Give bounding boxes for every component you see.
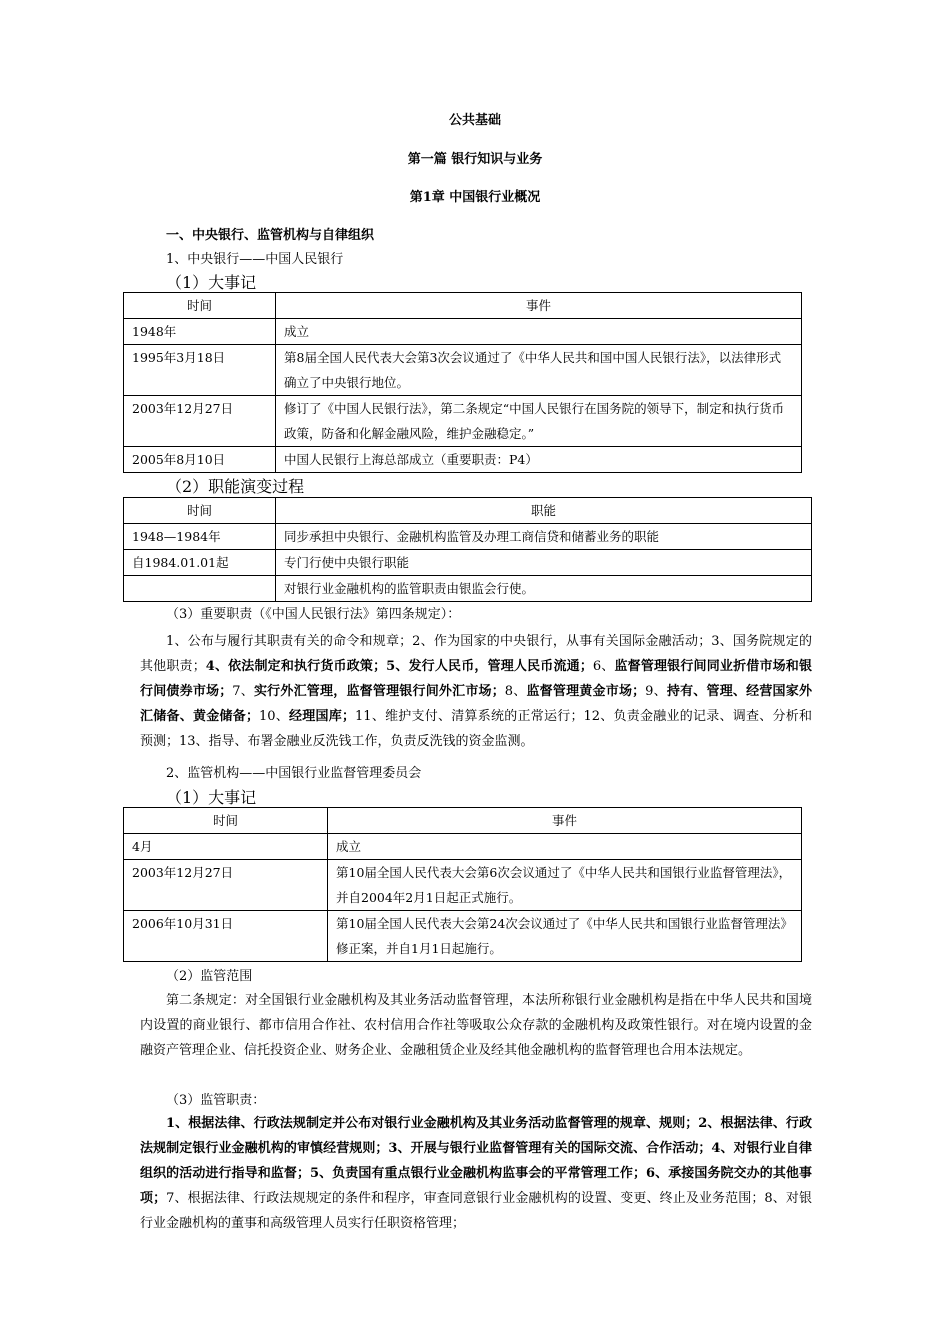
responsibilities-paragraph: [140, 1111, 812, 1236]
cell-time: 2005年8月10日: [124, 447, 276, 473]
cbrc-events-table: [123, 807, 802, 962]
cell-time: 2003年12月27日: [124, 396, 276, 447]
table-row: [124, 576, 812, 602]
table-row: [124, 524, 812, 550]
table-header-event: 事件: [276, 293, 802, 319]
scope-paragraph: [140, 988, 812, 1063]
cell-function: 对银行业金融机构的监管职责由银监会行使。: [276, 576, 812, 602]
table-row: [124, 550, 812, 576]
table-row: [124, 396, 802, 447]
table-header-event: 事件: [328, 808, 802, 834]
pboc-events-table: [123, 292, 802, 473]
resp-text-bold: 1、根据法律、行政法规制定并公布对银行业金融机构及其业务活动监督管理的规章、规则；2、根据法律、行政法规制定银行业金融机构的审慎经营规则；3、开展与银行业监督管理有关的国际交流、合作活动；4、对银行业自律组织的活动进行指导和监督；5、负责国有重点银行业金融机构监事会的平常管理工作；6、承接国务院交办的其他事项；: [140, 1116, 812, 1206]
cell-event: 第10届全国人民代表大会第24次会议通过了《中华人民共和国银行业监督管理法》修正案，并自1月1日起施行。: [328, 911, 802, 962]
duties-heading: （3）重要职责（《中国人民银行法》第四条规定）：: [166, 607, 461, 622]
cell-event: 中国人民银行上海总部成立（重要职责：P4）: [276, 447, 802, 473]
cell-time: 2006年10月31日: [124, 911, 328, 962]
pboc-functions-table: [123, 497, 812, 602]
cell-time: 自1984.01.01起: [124, 550, 276, 576]
duties-text: 8、: [504, 684, 527, 699]
duties-text: 1、公布与履行其职责有关的命令和规章；2、作为国家的中央银行，从事有关国际金融活动；3、国务院规定的其他职责；: [140, 634, 812, 674]
cell-event: 成立: [328, 834, 802, 860]
cell-function: 同步承担中央银行、金融机构监管及办理工商信贷和储蓄业务的职能: [276, 524, 812, 550]
duties-text: 11、维护支付、清算系统的正常运行；12、负责金融业的记录、调查、分析和预测；13、指导、布署金融业反洗钱工作，负责反洗钱的资金监测。: [140, 709, 812, 749]
function-evolution-heading: （2）职能演变过程: [166, 477, 305, 496]
cell-event: 修订了《中国人民银行法》，第二条规定“中国人民银行在国务院的领导下，制定和执行货币政策，防备和化解金融风险，维护金融稳定。”: [276, 396, 802, 447]
duties-text: 7、: [232, 684, 254, 699]
duties-text: 6、: [592, 659, 615, 674]
table-row: [124, 911, 802, 962]
cell-time: 4月: [124, 834, 328, 860]
duties-text-bold: 持有、管理、经营国家外汇储备、黄金储备；: [140, 684, 812, 724]
table-row: [124, 860, 802, 911]
duties-text-bold: 监督管理黄金市场；: [526, 684, 646, 699]
duties-text-bold: 监督管理银行间同业折借市场和银行间债券市场；: [140, 659, 812, 699]
events-heading-2: （1）大事记: [166, 788, 257, 807]
subsection-central-bank: 1、中央银行——中国人民银行: [166, 252, 344, 267]
table-row: [124, 345, 802, 396]
doc-title: 公共基础: [448, 113, 501, 128]
cell-time: 1948年: [124, 319, 276, 345]
table-header-time: 时间: [124, 808, 328, 834]
events-heading-1: （1）大事记: [166, 273, 257, 292]
cell-event: 第10届全国人民代表大会第6次会议通过了《中华人民共和国银行业监督管理法》，并自2004年2月1日起正式施行。: [328, 860, 802, 911]
part-title: 第一篇 银行知识与业务: [407, 152, 543, 167]
table-row: [124, 834, 802, 860]
cell-event: 成立: [276, 319, 802, 345]
subsection-regulator: 2、监管机构——中国银行业监督管理委员会: [166, 766, 422, 781]
duties-text-bold: 经理国库；: [289, 709, 356, 724]
cell-time: 1948—1984年: [124, 524, 276, 550]
resp-text: 7、根据法律、行政法规规定的条件和程序，审查同意银行业金融机构的设置、变更、终止及业务范围；8、对银行业金融机构的董事和高级管理人员实行任职资格管理；: [140, 1191, 812, 1231]
duties-text: 9、: [645, 684, 667, 699]
responsibilities-heading: （3）监管职责：: [166, 1093, 266, 1108]
cell-time: 1995年3月18日: [124, 345, 276, 396]
table-header-function: 职能: [276, 498, 812, 524]
scope-text: 第二条规定：对全国银行业金融机构及其业务活动监督管理，本法所称银行业金融机构是指在中华人民共和国境内设置的商业银行、都市信用合作社、农村信用合作社等吸取公众存款的金融机构及政策性银行。对在境内设置的金融资产管理企业、信托投资企业、财务企业、金融租赁企业及经其他金融机构的监督管理也合用本法规定。: [140, 993, 812, 1058]
table-header-time: 时间: [124, 293, 276, 319]
table-row: [124, 319, 802, 345]
cell-time: 2003年12月27日: [124, 860, 328, 911]
scope-heading: （2）监管范围: [166, 969, 253, 984]
chapter-title: 第1章 中国银行业概况: [409, 190, 541, 205]
duties-text-bold: 4、依法制定和执行货币政策；5、发行人民币，管理人民币流通；: [205, 659, 593, 674]
section-heading: 一、中央银行、监管机构与自律组织: [166, 228, 375, 243]
cell-function: 专门行使中央银行职能: [276, 550, 812, 576]
table-row: [124, 447, 802, 473]
duties-text: 10、: [258, 709, 290, 724]
cell-event: 第8届全国人民代表大会第3次会议通过了《中华人民共和国中国人民银行法》，以法律形式确立了中央银行地位。: [276, 345, 802, 396]
table-header-time: 时间: [124, 498, 276, 524]
pboc-duties-paragraph: [140, 629, 812, 754]
cell-time: [124, 576, 276, 602]
duties-text-bold: 实行外汇管理，监督管理银行间外汇市场；: [253, 684, 505, 699]
